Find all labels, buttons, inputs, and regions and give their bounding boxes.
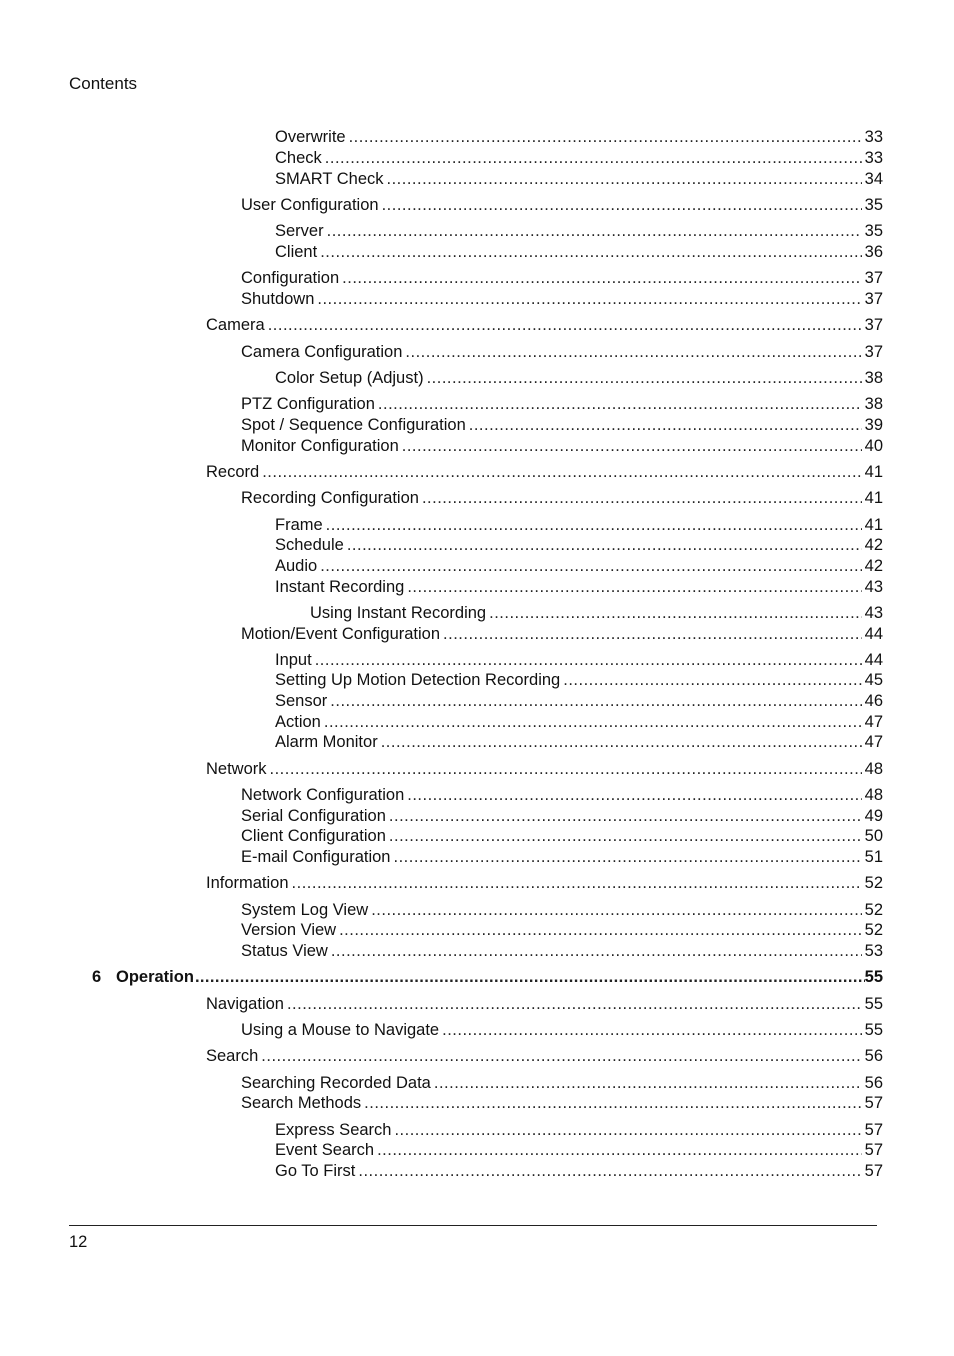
chapter-title: Operation (116, 968, 194, 986)
toc-entry[interactable] (310, 603, 883, 623)
toc-entry-page: 38 (864, 369, 883, 387)
toc-entry-title: Overwrite (275, 128, 346, 146)
toc-entry-page: 33 (864, 149, 883, 167)
dot-leader (292, 873, 862, 893)
dot-leader (327, 221, 862, 241)
dot-leader (378, 394, 862, 414)
toc-entry-title: Monitor Configuration (241, 437, 399, 455)
dot-leader (326, 515, 862, 535)
dot-leader (262, 462, 861, 482)
toc-entry-page: 55 (864, 968, 883, 986)
dot-leader (195, 967, 865, 987)
toc-entry-page: 57 (864, 1141, 883, 1159)
dot-leader (382, 195, 862, 215)
toc-entry[interactable] (241, 900, 883, 920)
toc-entry-title: Using a Mouse to Navigate (241, 1021, 440, 1039)
toc-entry-title: Server (275, 222, 324, 240)
toc-entry[interactable] (241, 268, 883, 288)
toc-entry-page: 38 (864, 395, 883, 413)
dot-leader (394, 1120, 861, 1140)
toc-entry[interactable] (241, 941, 883, 961)
toc-entry-title: Express Search (275, 1121, 392, 1139)
toc-entry-page: 46 (864, 692, 883, 710)
toc-entry-page: 37 (864, 269, 883, 287)
toc-entry[interactable] (241, 920, 883, 940)
toc-entry[interactable] (206, 759, 883, 779)
toc-entry-page: 53 (864, 942, 883, 960)
toc-entry[interactable] (241, 785, 883, 805)
toc-entry-title: Setting Up Motion Detection Recording (275, 671, 561, 689)
toc-entry-page: 52 (864, 874, 883, 892)
dot-leader (407, 785, 861, 805)
toc-entry[interactable] (275, 670, 883, 690)
toc-entry-page: 41 (864, 463, 883, 481)
dot-leader (320, 556, 861, 576)
toc-entry-title: Frame (275, 516, 323, 534)
toc-entry-title: Using Instant Recording (310, 604, 487, 622)
toc-entry[interactable] (241, 1020, 883, 1040)
toc-entry-title: System Log View (241, 901, 369, 919)
toc-entry-page: 41 (864, 489, 883, 507)
toc-entry[interactable] (241, 624, 883, 644)
toc-entry[interactable] (206, 994, 883, 1014)
dot-leader (358, 1161, 861, 1181)
toc-entry[interactable] (241, 1073, 883, 1093)
toc-entry[interactable] (275, 732, 883, 752)
toc-entry[interactable] (275, 221, 883, 241)
toc-entry-page: 41 (864, 516, 883, 534)
toc-entry[interactable] (241, 195, 883, 215)
toc-entry-title: Search (206, 1047, 259, 1065)
toc-entry-page: 57 (864, 1094, 883, 1112)
toc-entry-title: Search Methods (241, 1094, 362, 1112)
dot-leader (563, 670, 861, 690)
dot-leader (315, 650, 862, 670)
toc-entry-page: 40 (864, 437, 883, 455)
footer-rule (69, 1225, 877, 1226)
toc-entry-page: 48 (864, 760, 883, 778)
dot-leader (381, 732, 862, 752)
toc-entry-title: Status View (241, 942, 328, 960)
toc-entry-title: Audio (275, 557, 318, 575)
toc-entry-title: Client Configuration (241, 827, 386, 845)
toc-entry[interactable] (275, 242, 883, 262)
toc-entry-page: 56 (864, 1074, 883, 1092)
toc-entry[interactable] (241, 342, 883, 362)
toc-entry-page: 37 (864, 316, 883, 334)
toc-entry-page: 55 (864, 995, 883, 1013)
dot-leader (377, 1140, 862, 1160)
toc-entry-title: Configuration (241, 269, 340, 287)
dot-leader (325, 148, 862, 168)
dot-leader (339, 920, 862, 940)
toc-entry-page: 50 (864, 827, 883, 845)
dot-leader (434, 1073, 862, 1093)
dot-leader (389, 826, 862, 846)
toc-entry-page: 52 (864, 921, 883, 939)
toc-entry[interactable] (241, 488, 883, 508)
toc-entry-title: Color Setup (Adjust) (275, 369, 424, 387)
toc-entry-title (92, 967, 194, 987)
dot-leader (331, 941, 862, 961)
dot-leader (427, 368, 862, 388)
dot-leader (422, 488, 862, 508)
toc-entry[interactable] (275, 650, 883, 670)
toc-entry-title: Alarm Monitor (275, 733, 378, 751)
toc-entry-title: Network (206, 760, 267, 778)
dot-leader (347, 535, 862, 555)
toc-entry-page: 35 (864, 196, 883, 214)
dot-leader (270, 759, 862, 779)
toc-entry[interactable] (206, 462, 883, 482)
dot-leader (364, 1093, 861, 1113)
dot-leader (342, 268, 861, 288)
toc-entry[interactable] (275, 1140, 883, 1160)
toc-entry-page: 42 (864, 536, 883, 554)
toc-entry-title: Sensor (275, 692, 328, 710)
toc-entry[interactable] (275, 515, 883, 535)
toc-entry-page: 37 (864, 290, 883, 308)
toc-entry-title: Recording Configuration (241, 489, 419, 507)
toc-entry-page: 36 (864, 243, 883, 261)
dot-leader (442, 1020, 862, 1040)
toc-entry-page: 42 (864, 557, 883, 575)
toc-entry[interactable] (241, 436, 883, 456)
toc-entry-title: SMART Check (275, 170, 384, 188)
dot-leader (317, 289, 861, 309)
page-header: Contents (69, 74, 138, 93)
toc-entry-page: 43 (864, 578, 883, 596)
toc-entry-page: 56 (864, 1047, 883, 1065)
toc-entry[interactable] (241, 289, 883, 309)
dot-leader (393, 847, 861, 867)
toc-entry[interactable] (275, 577, 883, 597)
toc-entry-title: Motion/Event Configuration (241, 625, 441, 643)
toc-entry-page: 35 (864, 222, 883, 240)
toc-entry[interactable] (275, 691, 883, 711)
toc-entry[interactable] (241, 1093, 883, 1113)
toc-entry-page: 43 (864, 604, 883, 622)
dot-leader (469, 415, 862, 435)
toc-entry[interactable] (275, 368, 883, 388)
toc-entry[interactable] (241, 847, 883, 867)
toc-entry[interactable] (241, 826, 883, 846)
toc-entry-page: 51 (864, 848, 883, 866)
toc-entry[interactable] (241, 806, 883, 826)
dot-leader (268, 315, 862, 335)
toc-entry-page: 49 (864, 807, 883, 825)
toc-entry-title: Camera (206, 316, 265, 334)
dot-leader (261, 1046, 861, 1066)
toc-entry[interactable] (241, 415, 883, 435)
toc-entry-page: 55 (864, 1021, 883, 1039)
toc-entry-title: Record (206, 463, 260, 481)
toc-entry[interactable] (206, 873, 883, 893)
toc-entry[interactable] (275, 1161, 883, 1181)
toc-entry-page: 57 (864, 1121, 883, 1139)
toc-entry-page: 45 (864, 671, 883, 689)
toc-entry[interactable] (275, 169, 883, 189)
toc-entry-title: Camera Configuration (241, 343, 403, 361)
toc-entry-title: Serial Configuration (241, 807, 386, 825)
toc-entry-page: 34 (864, 170, 883, 188)
toc-entry[interactable] (275, 127, 883, 147)
toc-entry[interactable] (275, 148, 883, 168)
toc-entry[interactable] (275, 535, 883, 555)
toc-entry-title: Client (275, 243, 318, 261)
dot-leader (320, 242, 861, 262)
toc-entry-title: Information (206, 874, 289, 892)
dot-leader (443, 624, 862, 644)
dot-leader (349, 127, 862, 147)
dot-leader (287, 994, 862, 1014)
toc-entry-page: 37 (864, 343, 883, 361)
toc-entry[interactable] (275, 712, 883, 732)
toc-entry-title: Event Search (275, 1141, 375, 1159)
dot-leader (330, 691, 861, 711)
page-number: 12 (69, 1233, 88, 1251)
toc-entry-page: 57 (864, 1162, 883, 1180)
toc-entry-title: Instant Recording (275, 578, 405, 596)
dot-leader (371, 900, 861, 920)
toc-entry-title: Schedule (275, 536, 344, 554)
toc-entry[interactable] (241, 394, 883, 414)
toc-chapter-entry[interactable] (92, 967, 883, 987)
toc-entry-page: 52 (864, 901, 883, 919)
toc-entry-title: Check (275, 149, 322, 167)
toc-entry-title: Network Configuration (241, 786, 405, 804)
toc-entry-page: 44 (864, 651, 883, 669)
dot-leader (324, 712, 862, 732)
dot-leader (405, 342, 861, 362)
dot-leader (489, 603, 862, 623)
toc-entry-page: 33 (864, 128, 883, 146)
toc-entry-title: Shutdown (241, 290, 315, 308)
toc-entry-title: Version View (241, 921, 337, 939)
toc-entry-title: Searching Recorded Data (241, 1074, 431, 1092)
toc-entry-page: 47 (864, 713, 883, 731)
toc-entry-page: 44 (864, 625, 883, 643)
toc-entry-title: PTZ Configuration (241, 395, 375, 413)
toc-entry[interactable] (275, 1120, 883, 1140)
toc-entry-page: 39 (864, 416, 883, 434)
toc-entry[interactable] (275, 556, 883, 576)
toc-entry[interactable] (206, 315, 883, 335)
toc-entry-title: Navigation (206, 995, 284, 1013)
toc-entry-title: Spot / Sequence Configuration (241, 416, 466, 434)
toc-entry-title: User Configuration (241, 196, 379, 214)
toc-entry-title: Go To First (275, 1162, 356, 1180)
toc-entry-title: Input (275, 651, 312, 669)
toc-entry-title: E-mail Configuration (241, 848, 391, 866)
toc-entry-page: 48 (864, 786, 883, 804)
dot-leader (407, 577, 861, 597)
dot-leader (387, 169, 862, 189)
dot-leader (389, 806, 862, 826)
toc-entry-title: Action (275, 713, 321, 731)
toc-entry[interactable] (206, 1046, 883, 1066)
chapter-number: 6 (92, 968, 102, 986)
dot-leader (402, 436, 862, 456)
toc-entry-page: 47 (864, 733, 883, 751)
